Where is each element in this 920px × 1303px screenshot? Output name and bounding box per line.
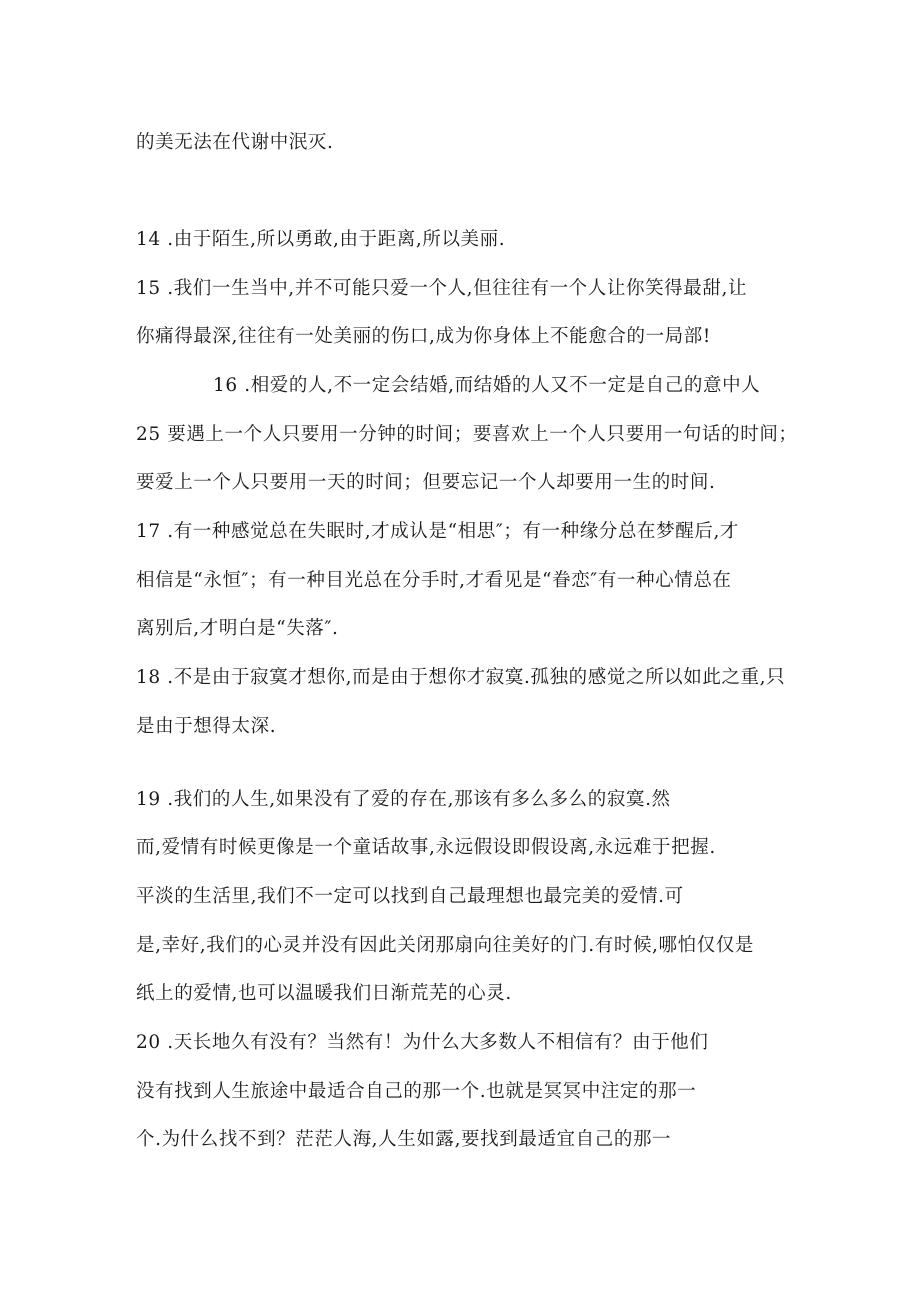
- text-line: 16 .相爱的人,不一定会结婚,而结婚的人又不一定是自己的意中人: [213, 375, 761, 396]
- text-line: 平淡的生活里,我们不一定可以找到自己最理想也最完美的爱情.可: [136, 886, 684, 907]
- text-line: 离别后,才明白是“失落″.: [136, 618, 339, 639]
- text-line: 17 .有一种感觉总在失眠时,才成认是“相思″；有一种缘分总在梦醒后,才: [136, 521, 740, 542]
- text-line: 相信是“永恒″；有一种目光总在分手时,才看见是“眷恋″有一种心情总在: [136, 570, 732, 591]
- text-line: 是由于想得太深.: [136, 716, 277, 737]
- text-line: 的美无法在代谢中泯灭.: [136, 132, 334, 153]
- text-line: 个.为什么找不到？茫茫人海,人生如露,要找到最适宜自己的那一: [136, 1129, 672, 1150]
- text-line: 要爱上一个人只要用一天的时间；但要忘记一个人却要用一生的时间.: [136, 472, 716, 493]
- text-line: 你痛得最深,往往有一处美丽的伤口,成为你身体上不能愈合的一局部!: [136, 326, 711, 347]
- text-line: 14 .由于陌生,所以勇敢,由于距离,所以美丽.: [136, 229, 506, 250]
- text-line: 而,爱情有时候更像是一个童话故事,永远假设即假设离,永远难于把握.: [136, 837, 716, 858]
- text-line: 18 .不是由于寂寞才想你,而是由于想你才寂寞.孤独的感觉之所以如此之重,只: [136, 667, 786, 688]
- text-line: 25 要遇上一个人只要用一分钟的时间；要喜欢上一个人只要用一句话的时间；: [136, 424, 798, 445]
- text-line: 19 .我们的人生,如果没有了爱的存在,那该有多么多么的寂寞.然: [136, 789, 671, 810]
- text-line: 20 .天长地久有没有？当然有！为什么大多数人不相信有？由于他们: [136, 1032, 709, 1053]
- text-line: 是,幸好,我们的心灵并没有因此关闭那扇向往美好的门.有时候,哪怕仅仅是: [136, 935, 755, 956]
- text-line: 没有找到人生旅途中最适合自己的那一个.也就是冥冥中注定的那一: [136, 1081, 697, 1102]
- text-line: 纸上的爱情,也可以温暖我们日渐荒芜的心灵.: [136, 983, 512, 1004]
- text-line: 15 .我们一生当中,并不可能只爱一个人,但往往有一个人让你笑得最甜,让: [136, 278, 748, 299]
